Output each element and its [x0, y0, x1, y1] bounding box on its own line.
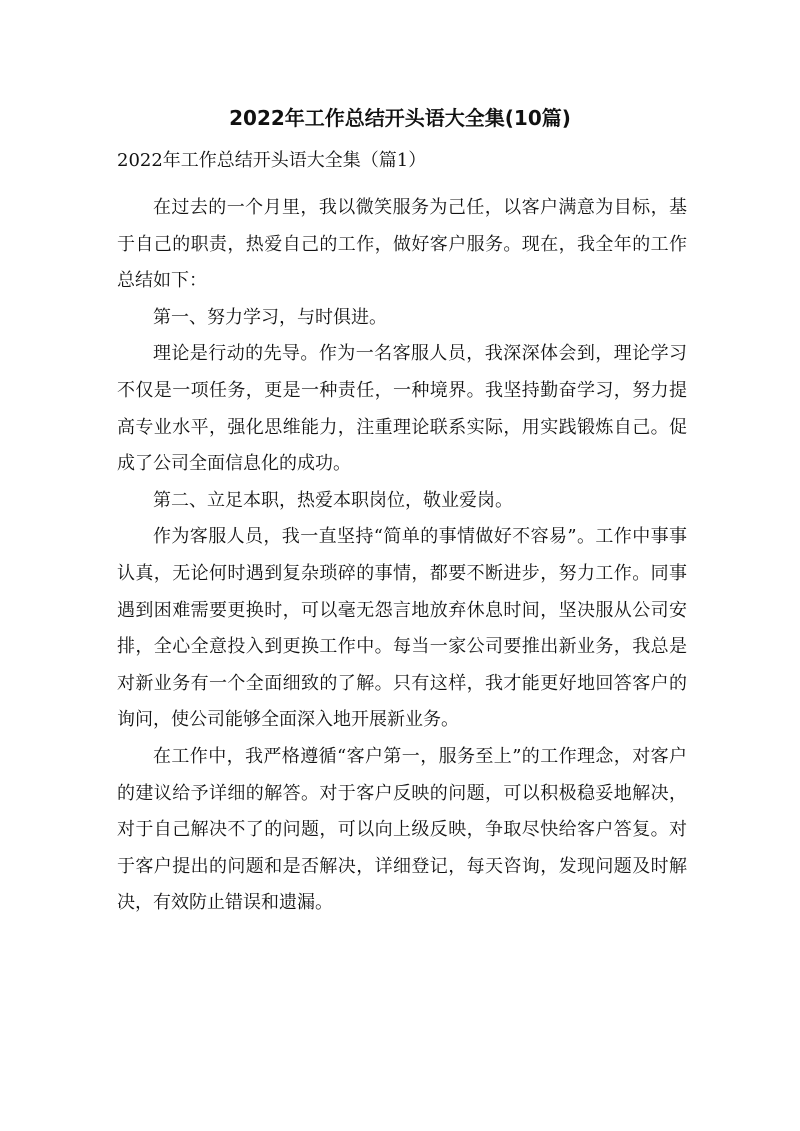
paragraph-heading-1: 第一、努力学习，与时俱进。: [153, 306, 387, 328]
document-body: [117, 190, 687, 922]
paragraph-theory: 理论是行动的先导。作为一名客服人员，我深深体会到，理论学习不仅是一项任务，更是一种责任，一种境界。我坚持勤奋学习，努力提高专业水平，强化思维能力，注重理论联系实际，用实践锻炼自己。促成了公司全面信息化的成功。: [117, 343, 687, 475]
paragraph-service: 在工作中，我严格遵循“客户第一，服务至上”的工作理念，对客户的建议给予详细的解答。对于客户反映的问题，可以积极稳妥地解决，对于自己解决不了的问题，可以向上级反映，争取尽快给客户答复。对于客户提出的问题和是否解决，详细登记，每天咨询，发现问题及时解决，有效防止错误和遗漏。: [117, 745, 687, 914]
document-title: 2022年工作总结开头语大全集(10篇): [229, 106, 571, 130]
paragraph-dedication: 作为客服人员，我一直坚持“简单的事情做好不容易”。工作中事事认真，无论何时遇到复杂琐碎的事情，都要不断进步，努力工作。同事遇到困难需要更换时，可以毫无怨言地放弃休息时间，坚决服从公司安排，全心全意投入到更换工作中。每当一家公司要推出新业务，我总是对新业务有一个全面细致的了解。只有这样，我才能更好地回答客户的询问，使公司能够全面深入地开展新业务。: [117, 526, 687, 731]
paragraph-heading-2: 第二、立足本职，热爱本职岗位，敬业爱岗。: [153, 489, 513, 511]
section-subtitle: 2022年工作总结开头语大全集（篇1）: [117, 150, 427, 171]
paragraph-intro: 在过去的一个月里，我以微笑服务为己任，以客户满意为目标，基于自己的职责，热爱自己的工作，做好客户服务。现在，我全年的工作总结如下：: [117, 197, 687, 292]
